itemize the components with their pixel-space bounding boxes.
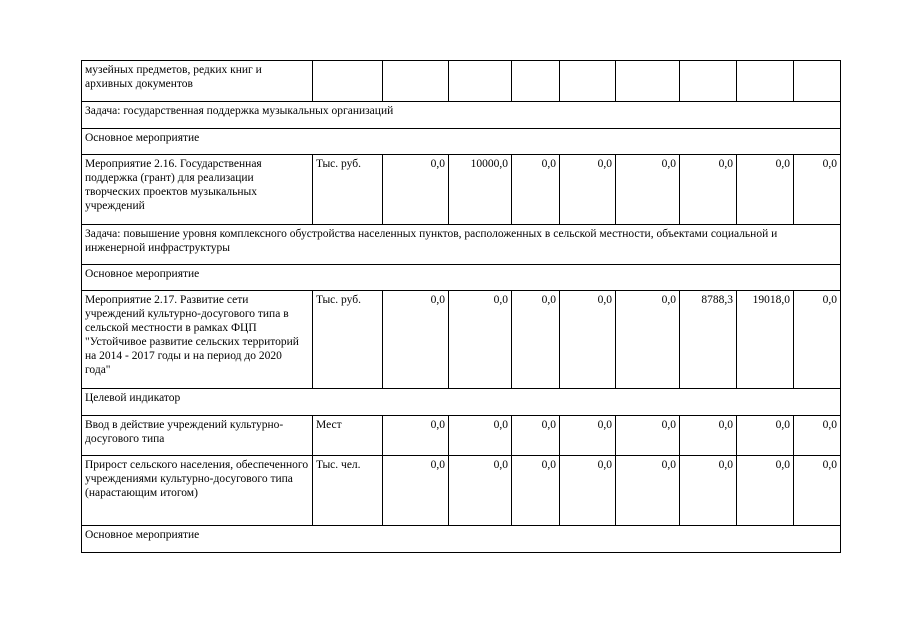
value-cell: 0,0 — [512, 416, 560, 456]
value-cell: 0,0 — [449, 456, 512, 526]
row-unit: Мест — [313, 416, 383, 456]
row-unit: Тыс. руб. — [313, 291, 383, 389]
section-heading: Задача: государственная поддержка музыкальных организаций — [82, 102, 841, 129]
table-row — [82, 155, 841, 225]
section-heading: Основное мероприятие — [82, 129, 841, 155]
value-cell — [560, 61, 616, 102]
table-row — [82, 456, 841, 526]
value-cell: 0,0 — [794, 416, 841, 456]
value-cell: 0,0 — [794, 291, 841, 389]
value-cell: 0,0 — [512, 291, 560, 389]
document-page — [81, 60, 840, 553]
value-cell — [794, 61, 841, 102]
row-label: Ввод в действие учреждений культурно-досугового типа — [82, 416, 313, 456]
value-cell: 0,0 — [383, 416, 449, 456]
program-measures-table — [81, 60, 841, 553]
section-heading: Задача: повышение уровня комплексного обустройства населенных пунктов, расположенных в сельской местности, объектами социальной и инженерной инфраструктуры — [82, 225, 841, 265]
value-cell: 0,0 — [449, 291, 512, 389]
section-heading: Основное мероприятие — [82, 265, 841, 291]
section-row — [82, 265, 841, 291]
value-cell: 0,0 — [560, 456, 616, 526]
table-row — [82, 291, 841, 389]
value-cell: 0,0 — [512, 155, 560, 225]
value-cell: 0,0 — [680, 155, 737, 225]
value-cell: 0,0 — [560, 155, 616, 225]
value-cell — [737, 61, 794, 102]
section-heading: Основное мероприятие — [82, 526, 841, 553]
value-cell: 0,0 — [560, 416, 616, 456]
value-cell — [449, 61, 512, 102]
row-label: Мероприятие 2.16. Государственная поддержка (грант) для реализации творческих проектов музыкальных учреждений — [82, 155, 313, 225]
value-cell: 0,0 — [616, 416, 680, 456]
value-cell: 0,0 — [737, 416, 794, 456]
value-cell: 10000,0 — [449, 155, 512, 225]
section-row — [82, 225, 841, 265]
value-cell: 0,0 — [616, 291, 680, 389]
row-unit: Тыс. чел. — [313, 456, 383, 526]
value-cell — [383, 61, 449, 102]
table-body — [82, 61, 841, 553]
value-cell: 19018,0 — [737, 291, 794, 389]
value-cell: 0,0 — [383, 155, 449, 225]
value-cell: 0,0 — [383, 456, 449, 526]
value-cell: 0,0 — [794, 456, 841, 526]
value-cell: 0,0 — [794, 155, 841, 225]
row-label: Мероприятие 2.17. Развитие сети учреждений культурно-досугового типа в сельской местности в рамках ФЦП "Устойчивое развитие сельских территорий на 2014 - 2017 годы и на период до 2020 года" — [82, 291, 313, 389]
section-heading: Целевой индикатор — [82, 389, 841, 416]
row-label: музейных предметов, редких книг и архивных документов — [82, 61, 313, 102]
section-row — [82, 526, 841, 553]
value-cell: 0,0 — [680, 456, 737, 526]
value-cell: 0,0 — [512, 456, 560, 526]
section-row — [82, 102, 841, 129]
value-cell: 0,0 — [449, 416, 512, 456]
row-unit — [313, 61, 383, 102]
value-cell: 0,0 — [680, 416, 737, 456]
value-cell: 0,0 — [737, 155, 794, 225]
section-row — [82, 389, 841, 416]
value-cell — [512, 61, 560, 102]
value-cell: 0,0 — [737, 456, 794, 526]
value-cell: 8788,3 — [680, 291, 737, 389]
section-row — [82, 129, 841, 155]
value-cell: 0,0 — [616, 456, 680, 526]
value-cell: 0,0 — [560, 291, 616, 389]
value-cell — [680, 61, 737, 102]
table-row — [82, 61, 841, 102]
row-label: Прирост сельского населения, обеспеченного учреждениями культурно-досугового типа (нарастающим итогом) — [82, 456, 313, 526]
table-row — [82, 416, 841, 456]
value-cell — [616, 61, 680, 102]
value-cell: 0,0 — [383, 291, 449, 389]
value-cell: 0,0 — [616, 155, 680, 225]
row-unit: Тыс. руб. — [313, 155, 383, 225]
